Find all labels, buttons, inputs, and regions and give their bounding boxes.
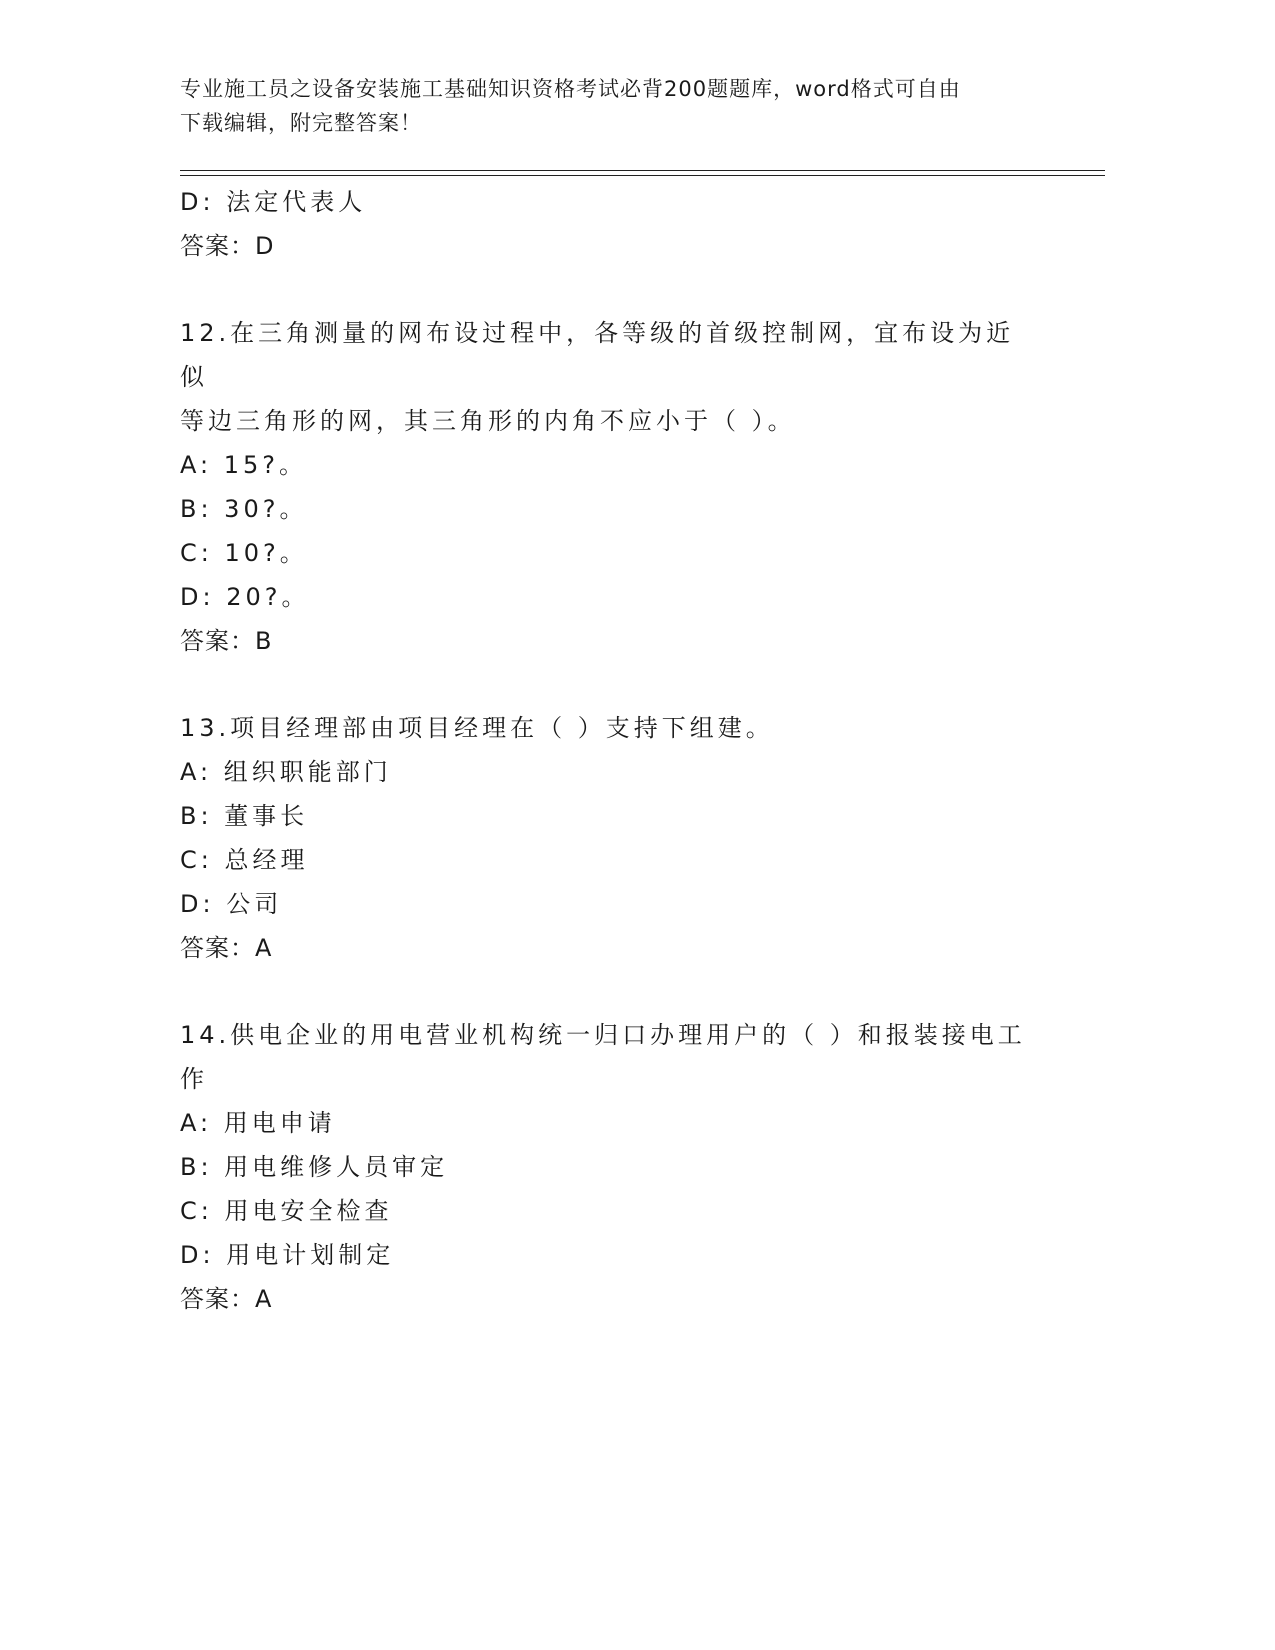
question-12 [180,311,1040,663]
option-d: D: 法定代表人 [180,188,367,216]
option-a: A: 15?。 [180,451,307,479]
answer-line: 答案：A [180,1285,273,1313]
answer-line: 答案：B [180,627,273,655]
header-divider-bottom [180,175,1105,176]
option-a: A: 用电申请 [180,1109,336,1137]
document-header [180,72,1080,140]
answer-line: 答案：A [180,934,273,962]
option-c: C: 用电安全检查 [180,1197,393,1225]
question-text-line-2: 作 [180,1065,208,1093]
header-divider-top [180,170,1105,171]
option-b: B: 用电维修人员审定 [180,1153,449,1181]
answer-line: 答案：D [180,232,275,260]
option-c: C: 10?。 [180,539,308,567]
question-text-line-1: 12.在三角测量的网布设过程中，各等级的首级控制网，宜布设为近似 [180,319,1015,391]
question-text-line-1: 13.项目经理部由项目经理在（ ）支持下组建。 [180,714,774,742]
option-d: D: 用电计划制定 [180,1241,395,1269]
header-line-1: 专业施工员之设备安装施工基础知识资格考试必背200题题库，word格式可自由 [180,77,961,101]
option-b: B: 30?。 [180,495,308,523]
option-d: D: 公司 [180,890,283,918]
option-c: C: 总经理 [180,846,309,874]
question-11-continued [180,180,1040,268]
option-b: B: 董事长 [180,802,309,830]
option-d: D: 20?。 [180,583,310,611]
option-a: A: 组织职能部门 [180,758,392,786]
question-text-line-2: 等边三角形的网，其三角形的内角不应小于（ ）。 [180,407,796,435]
question-14 [180,1013,1040,1321]
question-13 [180,706,1040,970]
header-line-2: 下载编辑，附完整答案！ [180,111,422,135]
question-text-line-1: 14.供电企业的用电营业机构统一归口办理用户的（ ）和报装接电工 [180,1021,1026,1049]
document-body [180,180,1040,1321]
